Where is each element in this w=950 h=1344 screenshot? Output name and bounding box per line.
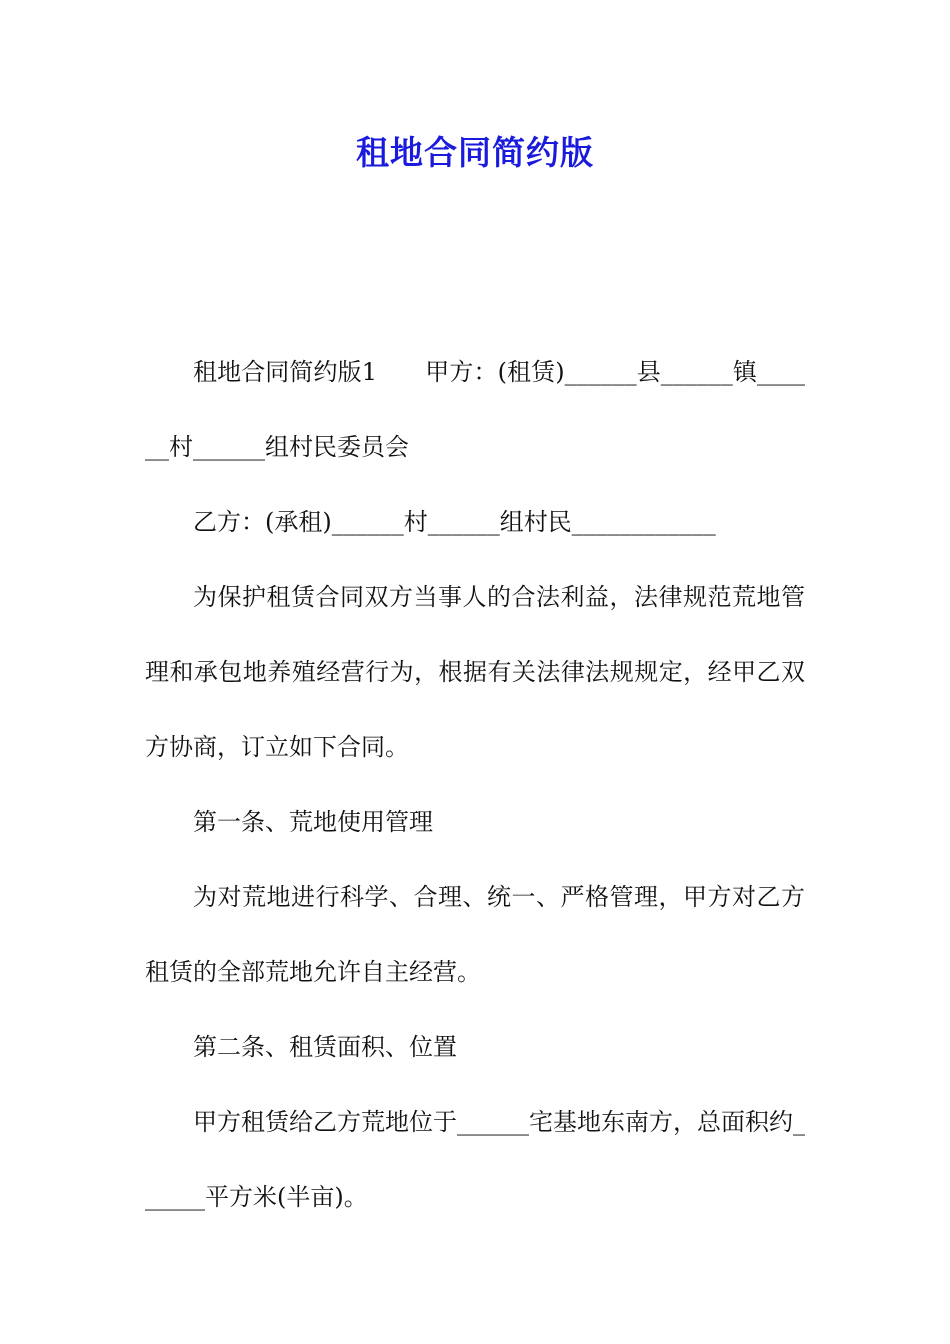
article-1-body: 为对荒地进行科学、合理、统一、严格管理，甲方对乙方租赁的全部荒地允许自主经营。: [145, 883, 805, 986]
document-body: [145, 335, 805, 1235]
document-title: 租地合同简约版: [356, 133, 594, 172]
paragraph-parties-a: 租地合同简约版1 甲方：(租赁)______县______镇______村______组村民委员会: [145, 358, 805, 461]
paragraph-preamble: 为保护租赁合同双方当事人的合法利益，法律规范荒地管理和承包地养殖经营行为，根据有关法律法规规定，经甲乙双方协商，订立如下合同。: [145, 583, 805, 761]
article-2-heading: 第二条、租赁面积、位置: [193, 1033, 457, 1061]
article-2-body: 甲方租赁给乙方荒地位于______宅基地东南方，总面积约______平方米(半亩)。: [145, 1108, 805, 1211]
paragraph-parties-b: 乙方：(承租)______村______组村民____________: [193, 508, 716, 536]
article-1-heading: 第一条、荒地使用管理: [193, 808, 433, 836]
